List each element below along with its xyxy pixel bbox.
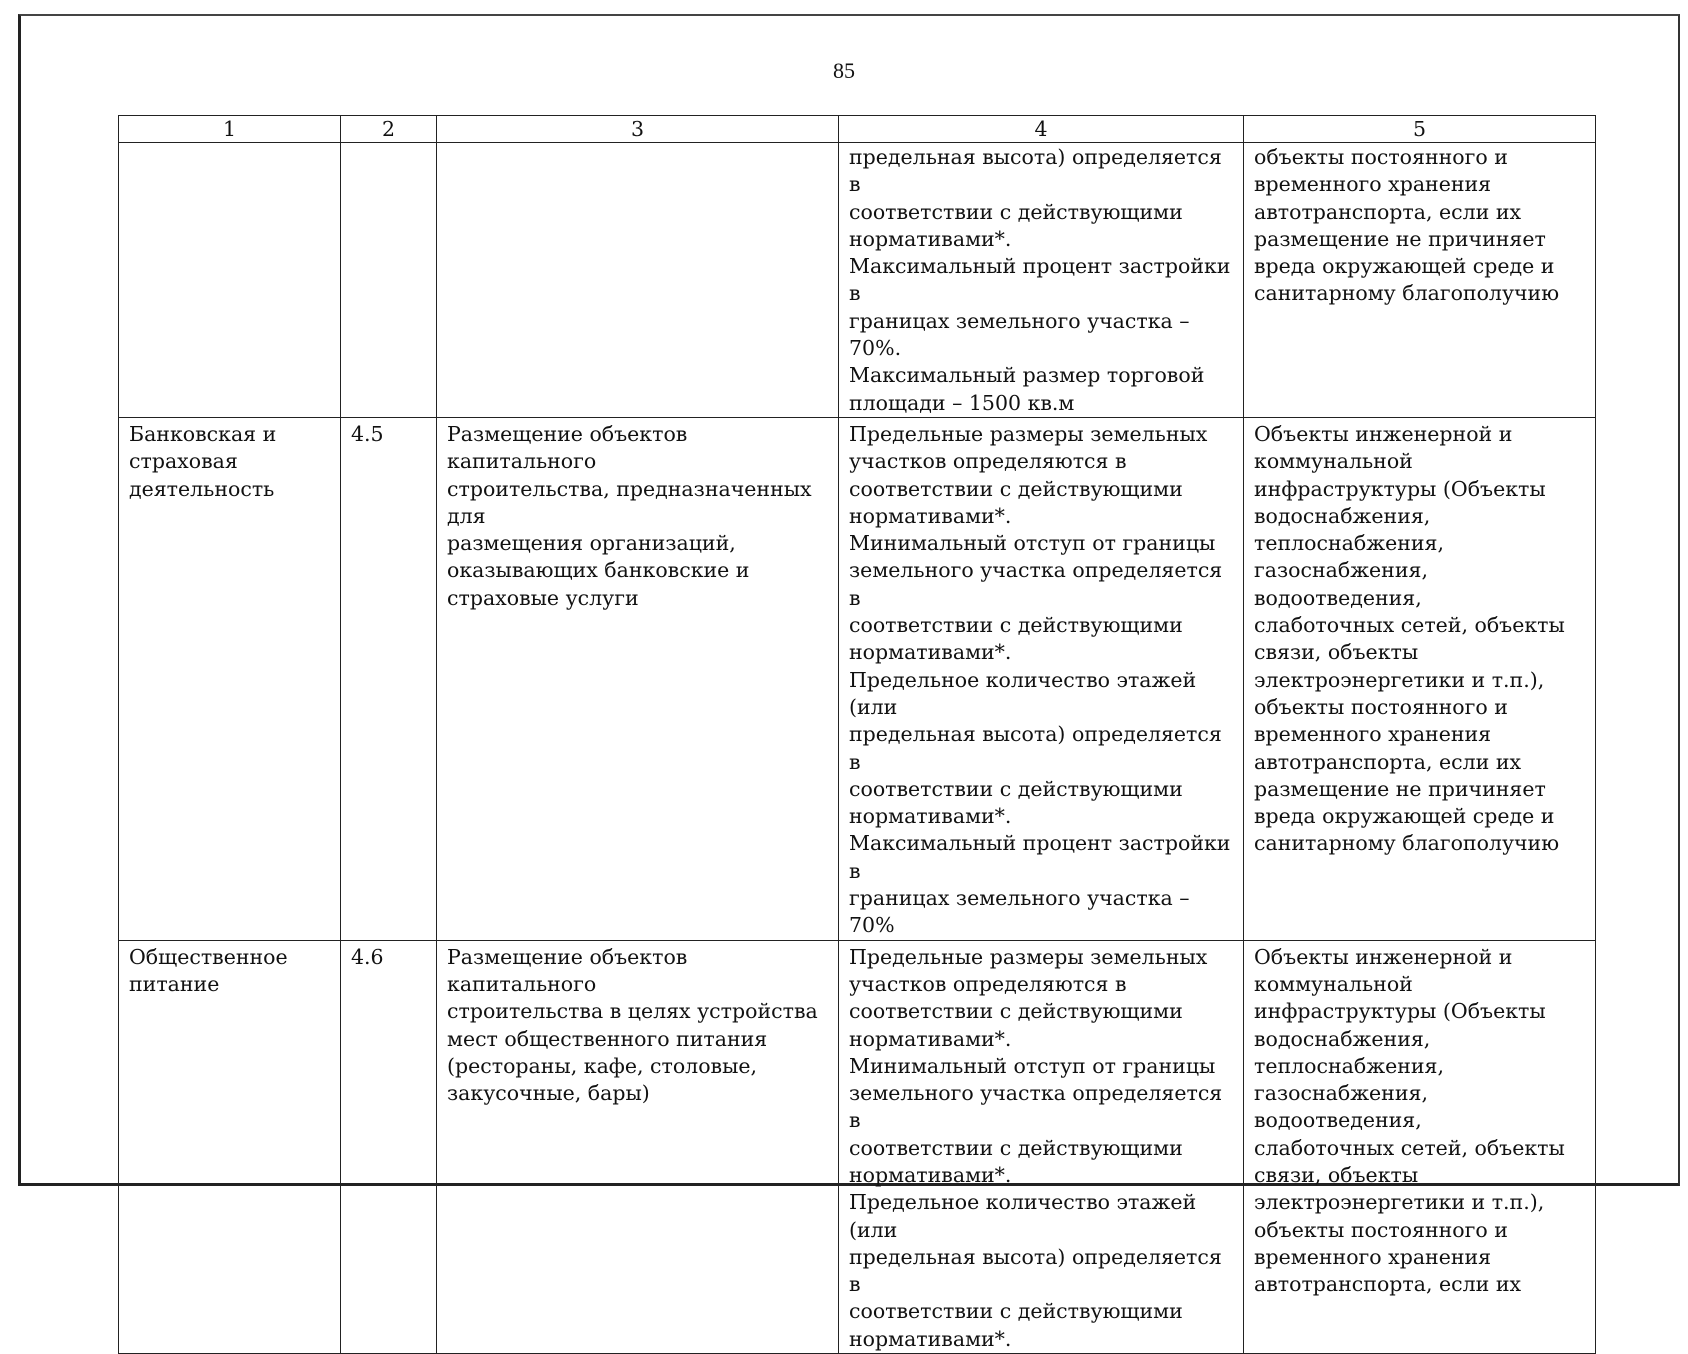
use-description-cell: Размещение объектов капитального строительства в целях устройства мест общественного питания (рестораны, кафе, столовые, закусочные, бары) [437, 940, 839, 1353]
column-number-5: 5 [1244, 116, 1596, 143]
land-use-table [118, 115, 1596, 1354]
column-number-2: 2 [341, 116, 437, 143]
use-code-cell: 4.6 [341, 940, 437, 1353]
column-number-1: 1 [119, 116, 341, 143]
use-description-cell: Размещение объектов капитального строительства, предназначенных для размещения организаций, оказывающих банковские и страховые услуги [437, 417, 839, 940]
table-row [119, 940, 1596, 1353]
use-name-cell: Общественное питание [119, 940, 341, 1353]
page-number: 85 [833, 58, 855, 83]
use-name-cell: Банковская и страховая деятельность [119, 417, 341, 940]
auxiliary-uses-cell: Объекты инженерной и коммунальной инфраструктуры (Объекты водоснабжения, теплоснабжения, газоснабжения, водоотведения, слаботочных сетей, объекты связи, объекты электроэнергетики и т.п.), объекты постоянного и временного хранения автотранспорта, если их [1244, 940, 1596, 1353]
table-row [119, 417, 1596, 940]
auxiliary-uses-cell: Объекты инженерной и коммунальной инфраструктуры (Объекты водоснабжения, теплоснабжения, газоснабжения, водоотведения, слаботочных сетей, объекты связи, объекты электроэнергетики и т.п.), объекты постоянного и временного хранения автотранспорта, если их размещение не причиняет вреда окружающей среде и санитарному благополучию [1244, 417, 1596, 940]
parameters-cell: Предельные размеры земельных участков определяются в соответствии с действующими нормативами*. Минимальный отступ от границы земельного участка определяется в соответствии с действующими нормативами*. Предельное количество этажей (или предельная высота) определяется в соответствии с действующими нормативами*. [839, 940, 1244, 1353]
column-number-4: 4 [839, 116, 1244, 143]
use-name-cell [119, 143, 341, 418]
parameters-cell: Предельные размеры земельных участков определяются в соответствии с действующими нормативами*. Минимальный отступ от границы земельного участка определяется в соответствии с действующими нормативами*. Предельное количество этажей (или предельная высота) определяется в соответствии с действующими нормативами*. Максимальный процент застройки в границах земельного участка – 70% [839, 417, 1244, 940]
auxiliary-uses-cell: объекты постоянного и временного хранения автотранспорта, если их размещение не причиняет вреда окружающей среде и санитарному благополучию [1244, 143, 1596, 418]
use-code-cell [341, 143, 437, 418]
table-row [119, 143, 1596, 418]
use-description-cell [437, 143, 839, 418]
use-code-cell: 4.5 [341, 417, 437, 940]
parameters-cell: предельная высота) определяется в соответствии с действующими нормативами*. Максимальный процент застройки в границах земельного участка – 70%. Максимальный размер торговой площади – 1500 кв.м [839, 143, 1244, 418]
column-number-3: 3 [437, 116, 839, 143]
table-header-row [119, 116, 1596, 143]
